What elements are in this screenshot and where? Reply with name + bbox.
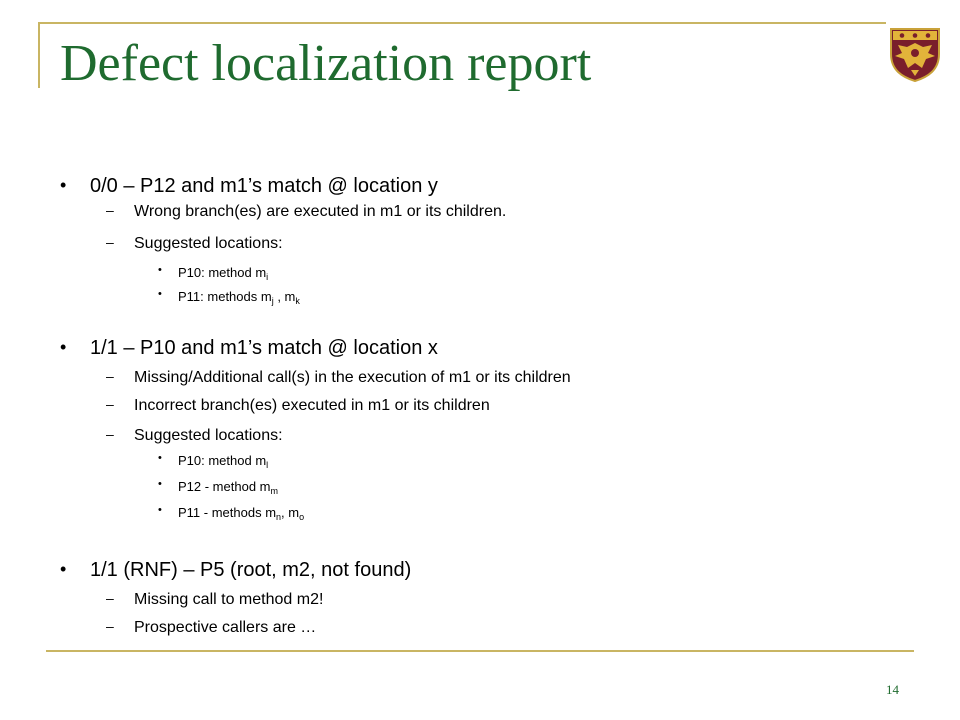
sub-item-text: Incorrect branch(es) executed in m1 or its children <box>134 397 490 414</box>
top-rule <box>38 22 886 24</box>
bullet-text: 1/1 (RNF) – P5 (root, m2, not found) <box>90 559 412 581</box>
dash-marker: – <box>106 234 114 250</box>
bullet-text: 0/0 – P12 and m1’s match @ location y <box>90 175 438 197</box>
bullet-marker: • <box>158 264 162 276</box>
bottom-rule <box>46 650 914 652</box>
dash-marker: – <box>106 202 114 218</box>
sub-item-text: Wrong branch(es) are executed in m1 or its children. <box>134 203 507 220</box>
bullet-marker: • <box>158 288 162 300</box>
left-rule <box>38 22 40 88</box>
location-text: P12 - method $m_m$ <box>178 479 278 496</box>
sub-item-text: Suggested locations: <box>134 235 283 252</box>
sub-item-text: Missing call to method m2! <box>134 591 324 608</box>
dash-marker: – <box>106 590 114 606</box>
bullet-marker: • <box>158 452 162 464</box>
bullet-text: 1/1 – P10 and m1’s match @ location x <box>90 337 438 359</box>
sub-item-text: Missing/Additional call(s) in the execution of m1 or its children <box>134 369 571 386</box>
bullet-marker: • <box>60 175 67 195</box>
location-text: P10: method $m_i$ <box>178 265 269 282</box>
bullet-marker: • <box>158 504 162 516</box>
page-number: 14 <box>886 682 899 697</box>
slide-title: Defect localization report <box>60 35 592 92</box>
dash-marker: – <box>106 426 114 442</box>
location-text: P10: method $m_l$ <box>178 453 269 470</box>
bullet-marker: • <box>158 478 162 490</box>
location-text: P11: methods $m_j$ , $m_k$ <box>178 289 300 306</box>
university-crest-icon <box>888 26 942 82</box>
sub-item-text: Prospective callers are … <box>134 619 317 636</box>
dash-marker: – <box>106 618 114 634</box>
bullet-marker: • <box>60 559 67 579</box>
location-text: P11 - methods $m_n$, $m_o$ <box>178 505 305 522</box>
dash-marker: – <box>106 396 114 412</box>
dash-marker: – <box>106 368 114 384</box>
bullet-marker: • <box>60 337 67 357</box>
sub-item-text: Suggested locations: <box>134 427 283 444</box>
